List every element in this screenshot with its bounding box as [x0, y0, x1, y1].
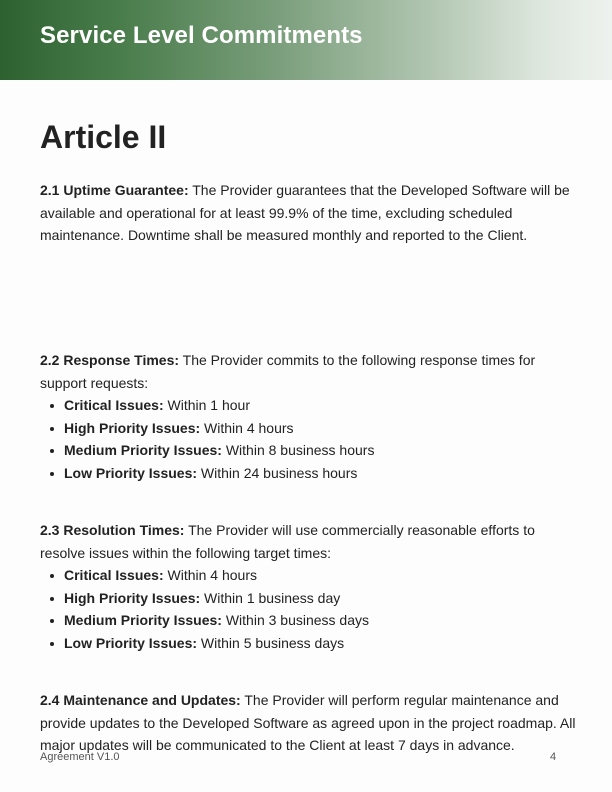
item-label: High Priority Issues: — [64, 419, 201, 436]
section-text: The Provider commits to the following response times for support requests: — [40, 352, 536, 391]
section-maintenance-updates — [40, 689, 580, 757]
page-number: 4 — [550, 751, 557, 763]
section-response-times — [40, 349, 580, 484]
resolution-times-list — [40, 564, 580, 654]
list-item — [64, 632, 580, 655]
section-label: 2.4 Maintenance and Updates: — [40, 692, 241, 708]
header-banner — [0, 0, 612, 80]
item-value: Within 1 business day — [200, 589, 341, 606]
list-item — [64, 394, 580, 417]
article-title: Article II — [40, 119, 167, 155]
item-value: Within 4 hours — [163, 567, 257, 583]
item-label: Medium Priority Issues: — [64, 612, 222, 628]
item-label: High Priority Issues: — [64, 589, 201, 606]
list-item — [64, 417, 580, 440]
item-label: Low Priority Issues: — [64, 464, 198, 481]
item-value: Within 5 business days — [197, 634, 345, 651]
list-item — [64, 462, 580, 485]
section-paragraph — [40, 519, 580, 564]
item-value: Within 3 business days — [221, 612, 370, 628]
section-label: 2.2 Response Times: — [40, 352, 180, 368]
item-label: Medium Priority Issues: — [64, 442, 222, 458]
item-value: Within 24 business hours — [197, 464, 358, 481]
section-resolution-times — [40, 519, 580, 654]
list-item — [64, 439, 580, 462]
section-paragraph — [40, 179, 580, 247]
section-paragraph — [40, 349, 580, 394]
section-text: The Provider will perform regular maintenance and provide updates to the Developed Software as agreed upon in the project roadmap. All major updates will be communicated to the Client at least 7 days in advance. — [40, 692, 576, 753]
item-label: Critical Issues: — [64, 567, 164, 583]
item-label: Low Priority Issues: — [64, 634, 198, 651]
header-title: Service Level Commitments — [40, 22, 363, 49]
list-item — [64, 609, 580, 632]
item-label: Critical Issues: — [64, 397, 164, 413]
list-item — [64, 564, 580, 587]
item-value: Within 8 business hours — [221, 442, 375, 458]
footer-version: Agreement V1.0 — [40, 751, 120, 763]
section-label: 2.3 Resolution Times: — [40, 522, 185, 538]
section-paragraph — [40, 689, 580, 757]
item-value: Within 1 hour — [163, 397, 250, 413]
section-text: The Provider will use commercially reasonable efforts to resolve issues within the following target times: — [40, 522, 535, 561]
list-item — [64, 587, 580, 610]
section-text: The Provider guarantees that the Developed Software will be available and operational for at least 99.9% of the time, excluding scheduled maintenance. Downtime shall be measured monthly and reported to the Client. — [40, 182, 570, 243]
response-times-list — [40, 394, 580, 484]
item-value: Within 4 hours — [200, 419, 294, 436]
section-uptime-guarantee — [40, 179, 580, 247]
section-label: 2.1 Uptime Guarantee: — [40, 182, 189, 198]
